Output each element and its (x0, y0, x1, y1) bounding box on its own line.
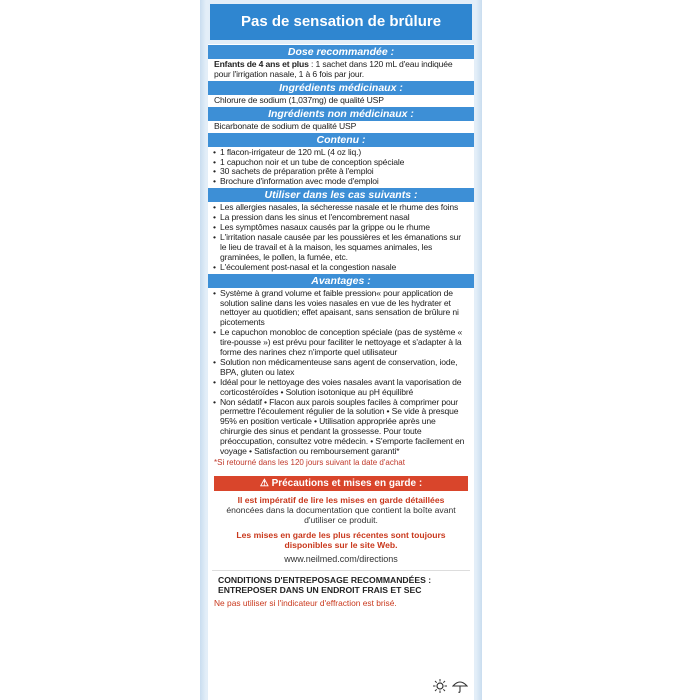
page-title: Pas de sensation de brûlure (210, 4, 472, 40)
advantages-heading: Avantages : (208, 274, 474, 288)
list-item: • Solution non médicamenteuse sans agent de conservation, iode, BPA, gluten ou latex (208, 358, 474, 378)
warning-icon: ⚠ (259, 478, 269, 489)
dose-heading: Dose recommandée : (208, 45, 474, 59)
list-item: • 1 capuchon noir et un tube de conception spéciale (208, 158, 474, 168)
list-item: • Système à grand volume et faible pression« pour application de solution saline dans les voies nasales en vue de les hydrater et nettoyer au quotidien; effet apaisant, sans sensation de brûlure ni picotements (208, 289, 474, 329)
list-item: • Les symptômes nasaux causés par la grippe ou le rhume (208, 223, 474, 233)
uses-heading: Utiliser dans les cas suivants : (208, 188, 474, 202)
medicinal-heading: Ingrédients médicinaux : (208, 81, 474, 95)
footnote: *Si retourné dans les 120 jours suivant la date d'achat (214, 458, 405, 467)
list-item: • L'irritation nasale causée par les poussières et les émanations sur le lieu de travail et à la maison, les squames animales, les graminées, le pollen, la fumée, etc. (208, 233, 474, 263)
list-item: • Brochure d'information avec mode d'emploi (208, 177, 474, 187)
storage-conditions: CONDITIONS D'ENTREPOSAGE RECOMMANDÉES : ENTREPOSER DANS UN ENDROIT FRAIS ET SEC (212, 570, 470, 595)
list-item: • Les allergies nasales, la sécheresse nasale et le rhume des foins (208, 203, 474, 213)
website-url: www.neilmed.com/directions (284, 554, 398, 564)
warning-web-text: Les mises en garde les plus récentes sont toujours disponibles sur le site Web. (236, 530, 446, 550)
product-label (200, 0, 482, 700)
list-item: • L'écoulement post-nasal et la congestion nasale (208, 263, 474, 273)
non-medicinal-text: Bicarbonate de sodium de qualité USP (214, 120, 357, 131)
umbrella-icon (452, 678, 468, 694)
warning-text-red: Il est impératif de lire les mises en garde détaillées (237, 495, 445, 505)
non-medicinal-heading: Ingrédients non médicinaux : (208, 107, 474, 121)
info-panel (208, 44, 474, 700)
dose-text: Enfants de 4 ans et plus : 1 sachet dans 120 mL d'eau indiquée pour l'irrigation nasale, 1 à 6 fois par jour. (214, 59, 453, 79)
storage-icons (432, 678, 468, 694)
list-item: • La pression dans les sinus et l'encombrement nasal (208, 213, 474, 223)
list-item: • 30 sachets de préparation prête à l'emploi (208, 167, 474, 177)
warnings-heading: ⚠ Précautions et mises en garde : (214, 476, 468, 491)
list-item: • 1 flacon-irrigateur de 120 mL (4 oz liq.) (208, 148, 474, 158)
list-item: • Le capuchon monobloc de conception spéciale (pas de système « tire-pousse ») est prévu pour faciliter le nettoyage et s'adapter à la forme des narines chez n'importe quel utilisateur (208, 328, 474, 358)
tamper-warning: Ne pas utiliser si l'indicateur d'effraction est brisé. (214, 598, 397, 608)
list-item: • Non sédatif • Flacon aux parois souples faciles à comprimer pour permettre l'écoulement régulier de la solution • Se vide à presque 95% en position verticale • Utilisation appropriée après une chirurgie des sinus et pendant la grossesse. Pour toute préoccupation, consultez votre médecin. • S'emporte facilement en voyage • Satisfaction ou remboursement garanti* (208, 398, 474, 457)
sun-icon (432, 678, 448, 694)
contents-heading: Contenu : (208, 133, 474, 147)
list-item: • Idéal pour le nettoyage des voies nasales avant la vaporisation de corticostéroïdes • Solution isotonique au pH équilibré (208, 378, 474, 398)
medicinal-text: Chlorure de sodium (1,037mg) de qualité USP (214, 94, 384, 105)
warning-text: énoncées dans la documentation que contient la boîte avant d'utiliser ce produit. (226, 505, 456, 525)
